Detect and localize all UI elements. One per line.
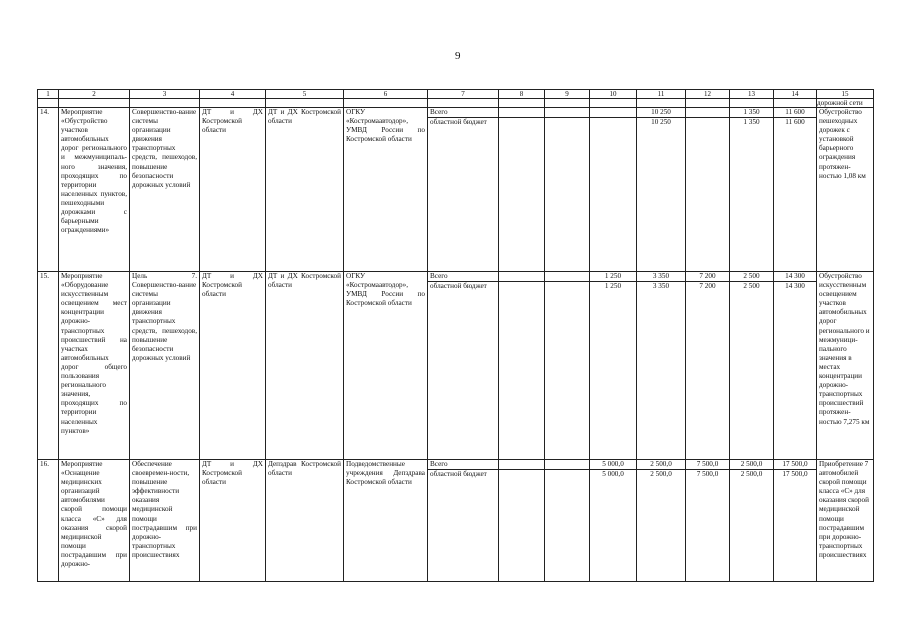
source-budget: областной бюджет — [430, 118, 487, 127]
funding-source — [428, 108, 499, 272]
program-table — [37, 89, 874, 582]
value-col13: 1 350 1 350 — [730, 108, 774, 272]
source-total: Всего — [428, 272, 498, 282]
expected-result: Обустройство пешеходных дорожек с установкой барьерного ограждения протяжен-ностью 1,08 км — [817, 108, 874, 272]
value-col14: 11 600 11 600 — [774, 108, 817, 272]
header-cell: 3 — [130, 90, 200, 99]
executor-cell: ОГКУ «Костромаавтодор», УМВД России по Костромской области — [344, 108, 428, 272]
value-col8 — [499, 272, 545, 460]
header-cell: 11 — [637, 90, 686, 99]
header-cell: 4 — [200, 90, 266, 99]
funding-source — [428, 460, 499, 582]
header-cell: 6 — [344, 90, 428, 99]
expected-result: Обустройство искусственным освещением участков автомобильных дорог регионального и межмуници-пального значения в местах концентрации дорожно-транспортных происшествий протяжен-ностью 7,275 км — [817, 272, 874, 460]
value-col14: 17 500,0 17 500,0 — [774, 460, 817, 582]
measure-goal: Совершенство-вание системы организации движения транспортных средств, пешеходов, повышение безопасности дорожных условий — [130, 108, 200, 272]
value-col13: 2 500,0 2 500,0 — [730, 460, 774, 582]
header-cell: 5 — [266, 90, 344, 99]
measure-goal: Обеспечение своевремен-ности, повышение эффективности оказания медицинской помощи пострадавшим при дорожно-транспортных происшествиях — [130, 460, 200, 582]
continued-cell: дорожной сети — [817, 99, 874, 108]
source-total: Всего — [428, 108, 498, 118]
executor-cell: ОГКУ «Костромаавтодор», УМВД России по Костромской области — [344, 272, 428, 460]
value-col9 — [545, 460, 590, 582]
funding-source — [428, 272, 499, 460]
responsible-cell: Депздрав Костромской области — [266, 460, 344, 582]
header-cell: 15 — [817, 90, 874, 99]
value-col12: 7 500,0 7 500,0 — [686, 460, 730, 582]
measure-name: Мероприятие «Оборудование искусственным освещением мест концентрации дорожно-транспортных происшествий на участках автомобильных дорог общего пользования регионального значения, проходящих по территории населенных пунктов» — [59, 272, 130, 460]
value-col12 — [686, 108, 730, 272]
header-cell: 12 — [686, 90, 730, 99]
value-col13: 2 500 2 500 — [730, 272, 774, 460]
page-number: 9 — [455, 50, 461, 62]
value-col10: 1 250 1 250 — [590, 272, 637, 460]
source-budget: областной бюджет — [430, 282, 487, 291]
value-col9 — [545, 272, 590, 460]
customer-cell: ДТ и ДХ Костромской области — [200, 460, 266, 582]
value-col14: 14 300 14 300 — [774, 272, 817, 460]
measure-name: Мероприятие «Обустройство участков автомобильных дорог регионального и межмуниципаль-ного значения, проходящих по территории населенных пунктов, пешеходными дорожками с барьерными ограждениями» — [59, 108, 130, 272]
responsible-cell: ДТ и ДХ Костромской области — [266, 272, 344, 460]
row-number: 16. — [38, 460, 59, 582]
customer-cell: ДТ и ДХ Костромской области — [200, 108, 266, 272]
header-cell: 8 — [499, 90, 545, 99]
value-col11: 2 500,0 2 500,0 — [637, 460, 686, 582]
value-col12: 7 200 7 200 — [686, 272, 730, 460]
row-number: 14. — [38, 108, 59, 272]
measure-goal: Цель 7. Совершенство-вание системы организации движения транспортных средств, пешеходов, повышение безопасности дорожных условий — [130, 272, 200, 460]
header-cell: 2 — [59, 90, 130, 99]
source-budget: областной бюджет — [430, 470, 487, 479]
header-cell: 13 — [730, 90, 774, 99]
value-col8 — [499, 460, 545, 582]
value-col10 — [590, 108, 637, 272]
header-row — [38, 90, 874, 99]
table-row — [38, 272, 874, 460]
header-cell: 10 — [590, 90, 637, 99]
continuation-row — [38, 99, 874, 108]
responsible-cell: ДТ и ДХ Костромской области — [266, 108, 344, 272]
customer-cell: ДТ и ДХ Костромской области — [200, 272, 266, 460]
expected-result: Приобретение 7 автомобилей скорой помощи класса «С» для оказания скорой медицинской помощи пострадавшим при дорожно-транспортных происшествиях — [817, 460, 874, 582]
header-cell: 7 — [428, 90, 499, 99]
header-cell: 9 — [545, 90, 590, 99]
executor-cell: Подведомственные учреждения Депздрава Костромской области — [344, 460, 428, 582]
value-col9 — [545, 108, 590, 272]
value-col10: 5 000,0 5 000,0 — [590, 460, 637, 582]
table-row — [38, 108, 874, 272]
source-total: Всего — [428, 460, 498, 470]
table-row — [38, 460, 874, 582]
value-col11: 10 250 10 250 — [637, 108, 686, 272]
row-number: 15. — [38, 272, 59, 460]
header-cell: 14 — [774, 90, 817, 99]
value-col11: 3 350 3 350 — [637, 272, 686, 460]
header-cell: 1 — [38, 90, 59, 99]
measure-name: Мероприятие «Оснащение медицинских организаций автомобилями скорой помощи класса «С» для оказания скорой медицинской помощи пострадавшим при дорожно- — [59, 460, 130, 582]
value-col8 — [499, 108, 545, 272]
